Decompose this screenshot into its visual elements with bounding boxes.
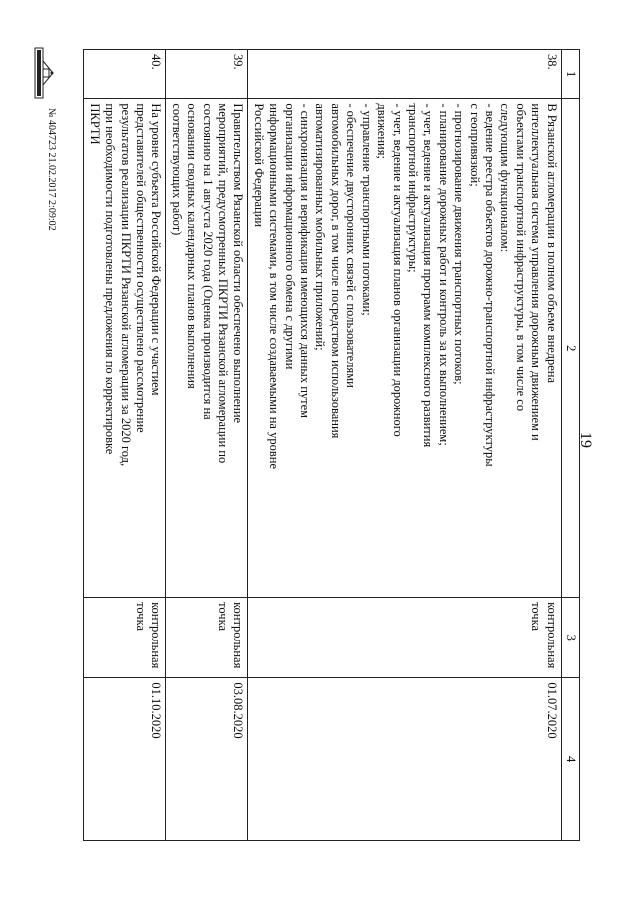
- government-stamp-logo: [34, 47, 56, 99]
- description-line: На уровне субъекта Российской Федерации с участием: [149, 103, 164, 396]
- description-line: - учет, ведение и актуализация планов организации дорожного: [390, 103, 405, 437]
- description-line: результатов реализации ПКРТИ Рязанской агломерации за 2020 год,: [118, 103, 133, 467]
- description-line: следующим функционалом:: [498, 103, 513, 253]
- type-line: контрольная: [544, 602, 559, 669]
- description-line: интеллектуальная система управления дорожным движением и: [529, 103, 544, 441]
- header-col-4: 4: [561, 678, 579, 841]
- row-type: [166, 598, 248, 678]
- description-line: информационными системами, в том числе создаваемыми на уровне: [267, 103, 282, 469]
- description-line: основании сводных календарных планов выполнения: [185, 103, 200, 389]
- description-line: - синхронизация и верификация имеющихся данных путем: [298, 103, 313, 419]
- type-line: контрольная: [149, 602, 164, 669]
- description-line: - планирование дорожных работ и контроль за их выполнением;: [436, 103, 451, 446]
- row-number: 40.: [84, 50, 166, 99]
- table-row: [248, 50, 561, 841]
- description-line: - учет, ведение и актуализация программ комплексного развития: [421, 103, 436, 448]
- description-line: - ведение реестра объектов дорожно-транспортной инфраструктуры: [482, 103, 497, 467]
- plan-table: [83, 49, 580, 841]
- description-line: - управление транспортными потоками;: [359, 103, 374, 316]
- description-line: - обеспечение двусторонних связей с пользователями: [344, 103, 359, 388]
- description-line: ПКРТИ: [87, 103, 102, 145]
- description-line: мероприятий, предусмотренных ПКРТИ Рязанской агломерации по: [216, 103, 231, 464]
- row-date: 03.08.2020: [166, 678, 248, 841]
- description-line: Правительством Рязанской области обеспечено выполнение: [231, 103, 246, 424]
- document-id: № 404723 21.02.2017 2:09:02: [46, 108, 57, 231]
- header-col-3: 3: [561, 598, 579, 678]
- description-line: автоматизированных мобильных приложений;: [313, 103, 328, 351]
- row-type: [84, 598, 166, 678]
- row-date: 01.10.2020: [84, 678, 166, 841]
- description-line: - прогнозирование движения транспортных потоков;: [452, 103, 467, 385]
- description-line: объектами транспортной инфраструктуры, в том числе со: [513, 103, 528, 412]
- type-line: точка: [134, 602, 149, 632]
- row-date: 01.07.2020: [248, 678, 561, 841]
- table-row: [166, 50, 248, 841]
- type-line: точка: [216, 602, 231, 632]
- description-line: транспортной инфраструктуры;: [405, 103, 420, 273]
- type-line: контрольная: [231, 602, 246, 669]
- table-row: [84, 50, 166, 841]
- row-description: [248, 99, 561, 598]
- description-line: состоянию на 1 августа 2020 года (Оценка производится на: [200, 103, 215, 420]
- row-number: 38.: [248, 50, 561, 99]
- description-line: при необходимости подготовлены предложения по корректировке: [103, 103, 118, 455]
- row-description: [84, 99, 166, 598]
- row-number: 39.: [166, 50, 248, 99]
- description-line: представителей общественности осуществлено рассмотрение: [134, 103, 149, 433]
- header-col-1: 1: [561, 50, 579, 99]
- description-line: Российской Федерации: [251, 103, 266, 228]
- row-type: [248, 598, 561, 678]
- description-line: автомобильных дорог, в том числе посредством использования: [328, 103, 343, 439]
- description-line: организации информационного обмена с другими: [282, 103, 297, 370]
- header-row: [561, 50, 579, 841]
- description-line: В Рязанской агломерации в полном объеме внедрена: [544, 103, 559, 384]
- description-line: движения;: [375, 103, 390, 159]
- type-line: точка: [529, 602, 544, 632]
- row-description: [166, 99, 248, 598]
- page-number: 19: [577, 432, 594, 448]
- description-line: с геопривязкой;: [467, 103, 482, 187]
- description-line: соответствующих работ): [169, 103, 184, 236]
- header-col-2: 2: [561, 99, 579, 598]
